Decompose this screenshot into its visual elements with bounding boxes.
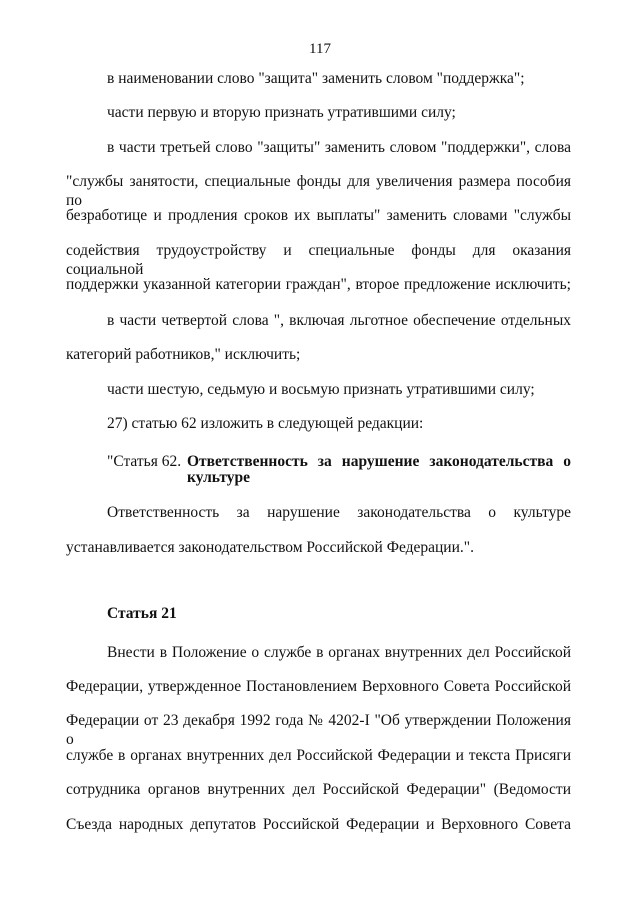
text-line: Федерации от 23 декабря 1992 года № 4202-I "Об утверждении Положения о	[66, 712, 571, 748]
text-line: в части четвертой слова ", включая льготное обеспечение отдельных	[107, 312, 571, 329]
text-line: части первую и вторую признать утратившими силу;	[107, 104, 456, 121]
article-62-label: "Статья 62.	[107, 453, 182, 470]
article-62-title: Ответственность за нарушение законодательства о	[187, 453, 571, 470]
text-line: в части третьей слово "защиты" заменить словом "поддержки", слова	[107, 139, 571, 156]
article-heading: Статья 21	[107, 605, 177, 622]
text-line: категорий работников," исключить;	[66, 346, 301, 363]
page-number: 117	[309, 41, 331, 57]
text-line: безработице и продления сроков их выплаты" заменить словами "службы	[66, 207, 571, 224]
text-line: устанавливается законодательством Российской Федерации.".	[66, 539, 474, 556]
article-62-title-cont: культуре	[187, 469, 251, 486]
text-line: поддержки указанной категории граждан", второе предложение исключить;	[66, 276, 571, 293]
text-line: Ответственность за нарушение законодательства о культуре	[107, 504, 571, 521]
text-line: "службы занятости, специальные фонды для увеличения размера пособия по	[66, 173, 571, 209]
text-line: Внести в Положение о службе в органах внутренних дел Российской	[107, 644, 571, 661]
text-line: в наименовании слово "защита" заменить словом "поддержка";	[107, 70, 525, 87]
text-line: службе в органах внутренних дел Российской Федерации и текста Присяги	[66, 747, 571, 764]
text-line: части шестую, седьмую и восьмую признать утратившими силу;	[107, 381, 535, 398]
text-line: содействия трудоустройству и специальные фонды для оказания социальной	[66, 242, 571, 278]
text-line: Федерации, утвержденное Постановлением Верховного Совета Российской	[66, 678, 571, 695]
text-line: Съезда народных депутатов Российской Федерации и Верховного Совета	[66, 816, 571, 833]
text-line: сотрудника органов внутренних дел Российской Федерации" (Ведомости	[66, 781, 571, 798]
text-line: 27) статью 62 изложить в следующей редакции:	[107, 415, 424, 432]
